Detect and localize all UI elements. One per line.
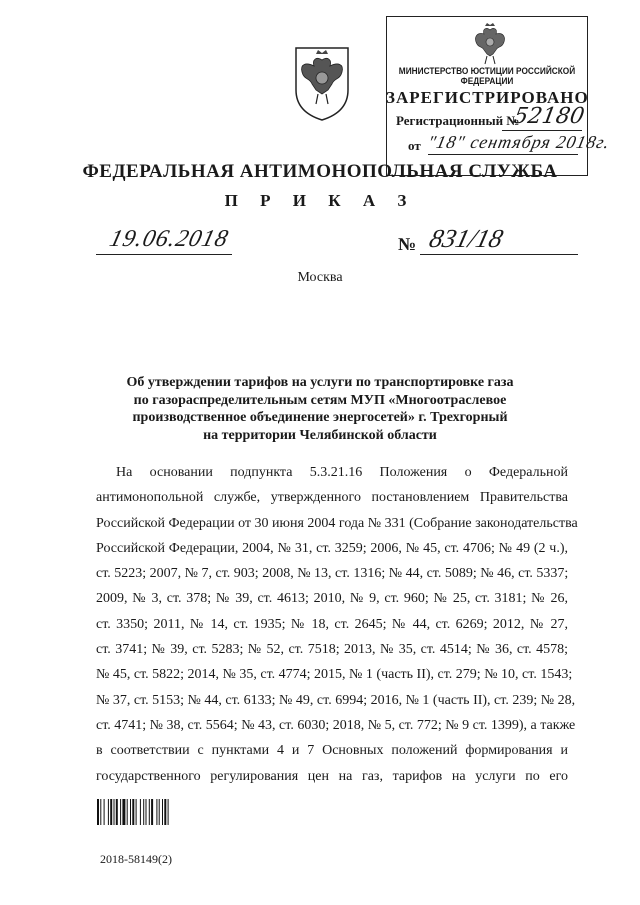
order-title: П Р И К А З [224, 191, 416, 210]
body-line: Российской Федерации от 30 июня 2004 года № 331 (Собрание законодательства [96, 515, 578, 531]
body-line: государственного регулирования цен на газ, тарифов на услуги по его [96, 768, 568, 784]
barcode-bar [146, 799, 147, 825]
city: Москва [297, 270, 343, 285]
coat-of-arms-emblem [290, 38, 354, 122]
barcode-bar [156, 799, 157, 825]
barcode-bar [127, 799, 128, 825]
body-line: ст. 5223; 2007, № 7, ст. 903; 2008, № 13, ст. 1316; № 44, ст. 5089; № 46, ст. 5337; [96, 566, 569, 582]
barcode-bar [162, 799, 163, 825]
barcode-bar [132, 799, 134, 825]
body-line: в соответствии с пунктами 4 и 7 Основных положений формирования и [96, 743, 568, 759]
barcode-bar [122, 799, 125, 825]
subject-line: по газораспределительным сетям МУП «Многоотраслевое [133, 392, 507, 408]
order-date-underline [96, 254, 232, 255]
agency-name: ФЕДЕРАЛЬНАЯ АНТИМОНОПОЛЬНАЯ СЛУЖБА [82, 161, 558, 182]
barcode-bar [108, 799, 109, 825]
order-subject [100, 374, 540, 444]
body-line: ст. 4741; № 38, ст. 5564; № 43, ст. 6030; 2018, № 5, ст. 772; № 9 ст. 1399), а также [96, 717, 576, 733]
barcode-bar [151, 799, 153, 825]
stamp-regno-underline [502, 130, 582, 131]
stamp-ministry: МИНИСТЕРСТВО ЮСТИЦИИ РОССИЙСКОЙ ФЕДЕРАЦИИ [398, 66, 576, 86]
stamp-date-label: от [408, 138, 421, 153]
order-number-underline [420, 254, 578, 255]
document-code: 2018-58149(2) [100, 852, 172, 866]
stamp-date-value: "18" сентября 2018г. [425, 132, 613, 152]
body-line: На основании подпункта 5.3.21.16 Положения о Федеральной [116, 465, 568, 480]
subject-line: Об утверждении тарифов на услуги по транспортировке газа [126, 375, 514, 390]
barcode-bar [116, 799, 118, 825]
stamp-regno-value: 52180 [511, 104, 587, 129]
barcode-bar [130, 799, 131, 825]
order-date: 19.06.2018 [106, 226, 232, 252]
barcode-bar [104, 799, 105, 825]
order-number: 831/18 [426, 224, 506, 253]
barcode-bar [164, 799, 166, 825]
barcode-bar [114, 799, 115, 825]
stamp-regno-label: Регистрационный № [396, 113, 520, 128]
body-line: № 45, ст. 5822; 2014, № 35, ст. 4774; 2015, № 1 (часть II), ст. 279; № 10, ст. 1543; [96, 667, 573, 683]
barcode-bar [120, 799, 121, 825]
stamp-date-underline [428, 154, 578, 155]
stamp-registered: ЗАРЕГИСТРИРОВАНО [386, 88, 589, 107]
barcode-bar [143, 799, 144, 825]
body-line: ст. 3350; 2011, № 14, ст. 1935; № 18, ст. 2645; № 44, ст. 6269; 2012, № 27, [96, 616, 568, 632]
body-line: ст. 3741; № 39, ст. 5283; № 52, ст. 7518; 2013, № 35, ст. 4514; № 36, ст. 4578; [96, 642, 568, 658]
barcode-bar [136, 799, 137, 825]
body-line: антимонопольной службе, утвержденного постановлением Правительства [96, 490, 568, 506]
subject-line: на территории Челябинской области [203, 427, 437, 443]
barcode-bar [149, 799, 150, 825]
barcode [97, 799, 201, 825]
subject-line: производственное объединение энергосетей» г. Трехгорный [132, 410, 508, 425]
body-line: Российской Федерации, 2004, № 31, ст. 3259; 2006, № 45, ст. 4706; № 49 (2 ч.), [96, 540, 568, 556]
barcode-bar [97, 799, 99, 825]
stamp-emblem [470, 20, 510, 68]
barcode-bar [140, 799, 141, 825]
order-body [96, 460, 578, 789]
barcode-bar [110, 799, 112, 825]
order-number-label: № [398, 234, 417, 254]
barcode-bar [159, 799, 160, 825]
barcode-bar [100, 799, 101, 825]
body-line: № 37, ст. 5153; № 44, ст. 6133; № 49, ст. 6994; 2016, № 1 (часть II), ст. 239; № 28, [96, 692, 576, 708]
barcode-bar [168, 799, 169, 825]
body-line: 2009, № 3, ст. 378; № 39, ст. 4613; 2010, № 9, ст. 960; № 25, ст. 3181; № 26, [96, 591, 568, 607]
